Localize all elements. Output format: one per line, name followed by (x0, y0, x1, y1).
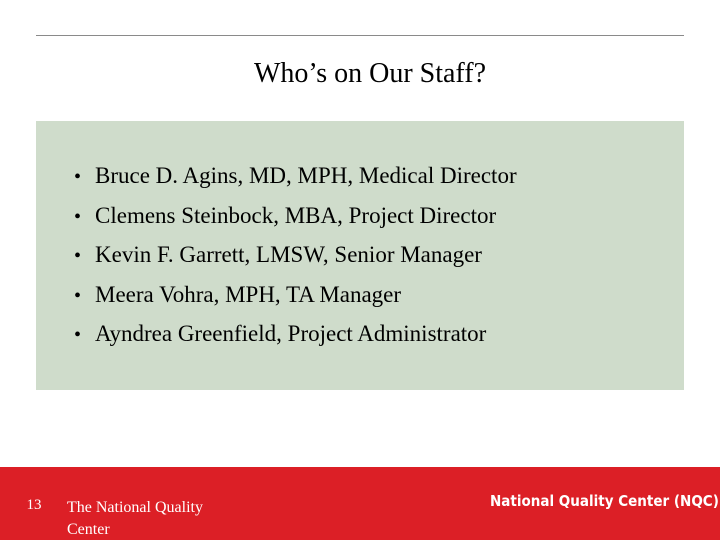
staff-member: Meera Vohra, MPH, TA Manager (95, 281, 402, 307)
staff-member: Clemens Steinbock, MBA, Project Director (95, 202, 497, 228)
content-panel (36, 121, 684, 390)
staff-member: Kevin F. Garrett, LMSW, Senior Manager (95, 242, 482, 267)
bullet-icon: • (74, 166, 82, 188)
staff-member: Bruce D. Agins, MD, MPH, Medical Director (95, 163, 517, 188)
footer-bar (0, 467, 720, 540)
page-number: 13 (26, 497, 42, 513)
bullet-icon: • (74, 205, 82, 228)
bullet-icon: • (74, 245, 82, 267)
list-item (74, 315, 517, 355)
list-item (74, 157, 517, 197)
slide-title: Who’s on Our Staff? (254, 58, 486, 89)
staff-member: Ayndrea Greenfield, Project Administrator (95, 321, 487, 346)
footer-org-text: The National Quality Center (67, 499, 203, 538)
bullet-icon: • (74, 284, 82, 307)
staff-list (74, 157, 517, 355)
nqc-logo: National Quality Center (NQC) (490, 492, 719, 510)
list-item (74, 236, 517, 276)
list-item (74, 276, 517, 316)
top-divider (36, 35, 684, 36)
list-item (74, 197, 517, 237)
bullet-icon: • (74, 324, 82, 346)
